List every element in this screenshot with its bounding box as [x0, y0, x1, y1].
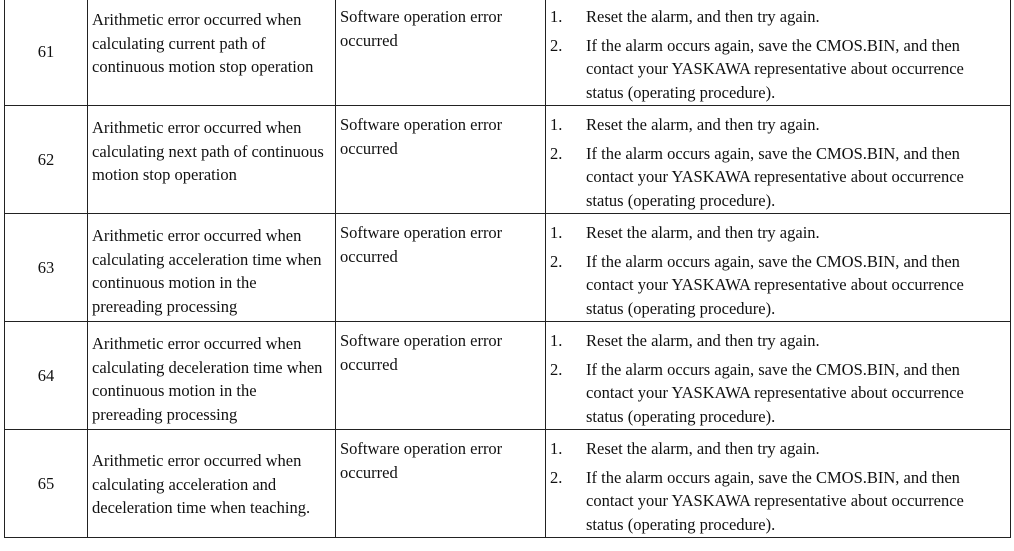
remedy-item: [550, 142, 1002, 213]
remedy-list: [546, 322, 1010, 428]
remedy-index: 1.: [550, 331, 563, 350]
remedy-index: 2.: [550, 359, 563, 379]
alarm-number: 64: [5, 322, 88, 430]
alarm-description: Arithmetic error occurred when calculating deceleration time when continuous motion in the prereading processing: [92, 334, 323, 424]
table-row: [5, 214, 1011, 322]
description-cell: [88, 322, 336, 430]
description-cell: [88, 106, 336, 214]
cause-cell: [336, 214, 546, 322]
remedy-cell: [546, 322, 1011, 430]
remedy-list: [546, 0, 1010, 104]
remedy-item: [550, 358, 1002, 429]
table-row: [5, 322, 1011, 430]
alarm-table: [4, 0, 1011, 538]
remedy-index: 1.: [550, 7, 563, 26]
remedy-item: [550, 5, 1002, 29]
description-cell: [88, 214, 336, 322]
alarm-description: Arithmetic error occurred when calculating acceleration time when continuous motion in the prereading processing: [92, 226, 322, 316]
remedy-text: If the alarm occurs again, save the CMOS.BIN, and then contact your YASKAWA representative about occurrence status (operating procedure).: [586, 467, 964, 534]
alarm-number: 63: [5, 214, 88, 322]
remedy-item: [550, 329, 1002, 353]
remedy-item: [550, 221, 1002, 245]
remedy-text: Reset the alarm, and then try again.: [586, 223, 820, 242]
remedy-cell: [546, 106, 1011, 214]
alarm-cause: Software operation error occurred: [340, 439, 503, 482]
cause-cell: [336, 322, 546, 430]
remedy-index: 1.: [550, 223, 563, 242]
remedy-index: 1.: [550, 439, 563, 458]
description-cell: [88, 0, 336, 106]
alarm-number: 65: [5, 430, 88, 538]
cause-cell: [336, 430, 546, 538]
remedy-list: [546, 430, 1010, 536]
cause-cell: [336, 106, 546, 214]
remedy-text: If the alarm occurs again, save the CMOS.BIN, and then contact your YASKAWA representative about occurrence status (operating procedure).: [586, 251, 964, 318]
remedy-cell: [546, 430, 1011, 538]
alarm-cause: Software operation error occurred: [340, 331, 503, 374]
remedy-text: Reset the alarm, and then try again.: [586, 7, 820, 26]
alarm-description: Arithmetic error occurred when calculating next path of continuous motion stop operation: [92, 118, 324, 184]
remedy-cell: [546, 214, 1011, 322]
remedy-index: 2.: [550, 467, 563, 487]
remedy-index: 2.: [550, 251, 563, 271]
remedy-text: Reset the alarm, and then try again.: [586, 331, 820, 350]
description-cell: [88, 430, 336, 538]
remedy-item: [550, 34, 1002, 105]
table-row: [5, 106, 1011, 214]
remedy-text: If the alarm occurs again, save the CMOS.BIN, and then contact your YASKAWA representative about occurrence status (operating procedure).: [586, 35, 964, 102]
alarm-number: 61: [5, 0, 88, 106]
alarm-description: Arithmetic error occurred when calculating current path of continuous motion stop operation: [92, 10, 314, 76]
remedy-list: [546, 106, 1010, 212]
alarm-number: 62: [5, 106, 88, 214]
remedy-item: [550, 466, 1002, 537]
remedy-item: [550, 113, 1002, 137]
remedy-index: 2.: [550, 143, 563, 163]
remedy-text: If the alarm occurs again, save the CMOS.BIN, and then contact your YASKAWA representative about occurrence status (operating procedure).: [586, 143, 964, 210]
remedy-text: If the alarm occurs again, save the CMOS.BIN, and then contact your YASKAWA representative about occurrence status (operating procedure).: [586, 359, 964, 426]
alarm-description: Arithmetic error occurred when calculating acceleration and deceleration time when teaching.: [92, 451, 311, 517]
remedy-cell: [546, 0, 1011, 106]
table-row: [5, 0, 1011, 106]
remedy-text: Reset the alarm, and then try again.: [586, 439, 820, 458]
alarm-cause: Software operation error occurred: [340, 223, 503, 266]
alarm-cause: Software operation error occurred: [340, 7, 503, 50]
remedy-index: 1.: [550, 115, 563, 134]
table-row: [5, 430, 1011, 538]
remedy-text: Reset the alarm, and then try again.: [586, 115, 820, 134]
remedy-item: [550, 250, 1002, 321]
remedy-item: [550, 437, 1002, 461]
cause-cell: [336, 0, 546, 106]
document-page: [4, 0, 1010, 548]
alarm-cause: Software operation error occurred: [340, 115, 503, 158]
remedy-index: 2.: [550, 35, 563, 55]
remedy-list: [546, 214, 1010, 320]
